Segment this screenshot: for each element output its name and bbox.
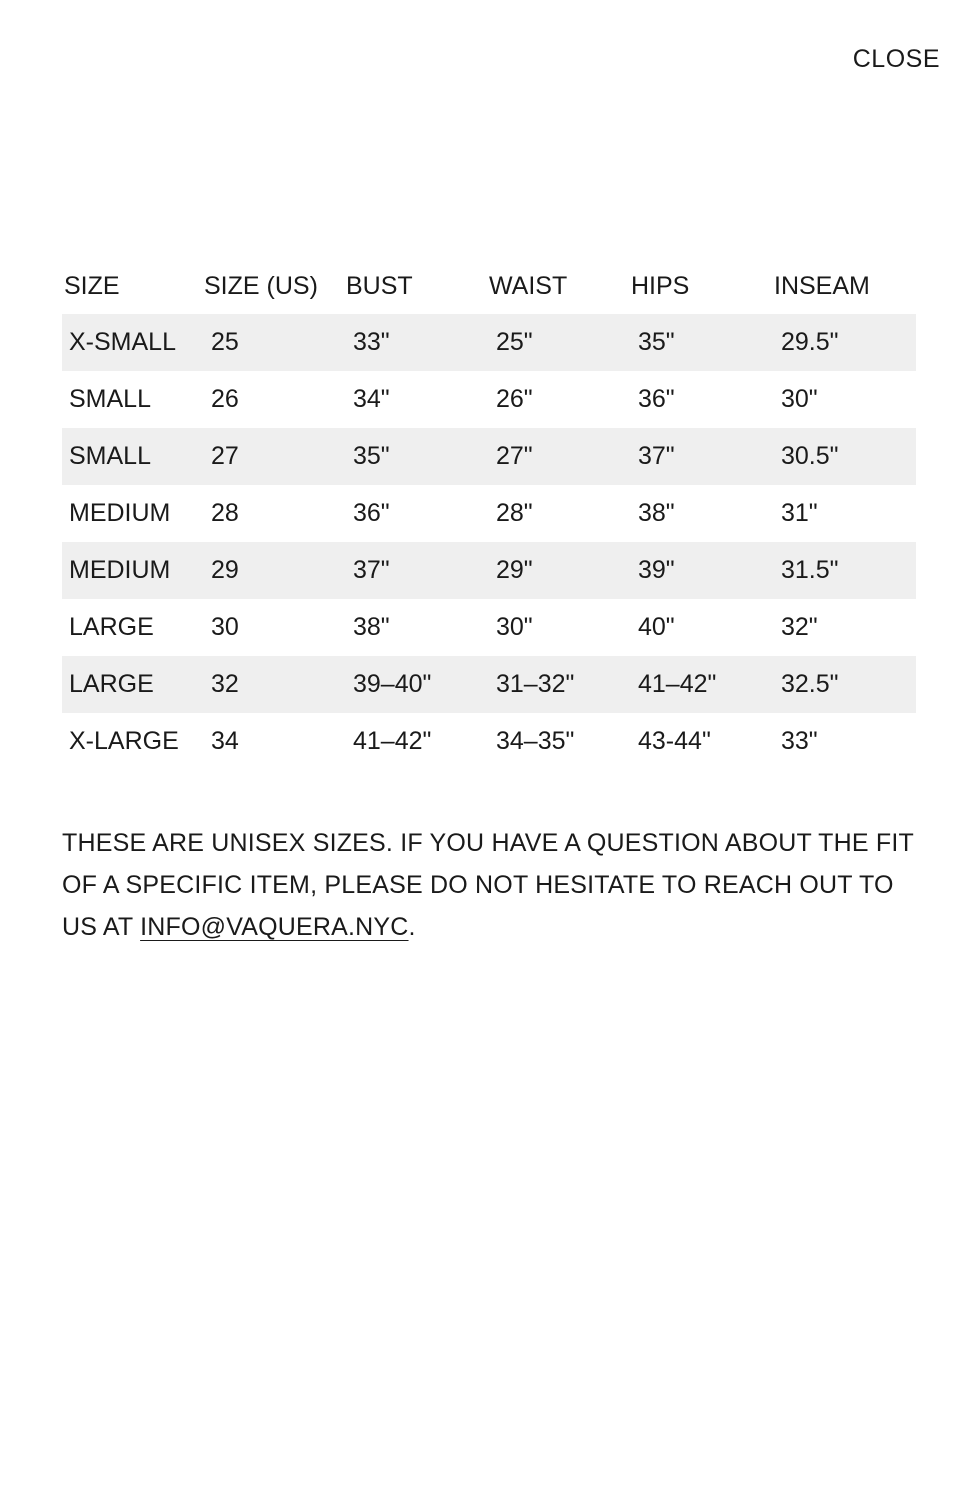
table-cell: 37" (638, 442, 675, 470)
table-row (62, 656, 916, 713)
table-cell: 32" (781, 613, 818, 641)
table-cell: 28 (211, 499, 239, 527)
table-cell: 31" (781, 499, 818, 527)
column-header-inseam: INSEAM (774, 271, 870, 300)
table-cell: 40" (638, 613, 675, 641)
column-header-size: SIZE (64, 271, 120, 300)
table-cell: 31.5" (781, 556, 839, 584)
table-row (62, 542, 916, 599)
note-suffix: . (408, 913, 416, 941)
table-cell: 27 (211, 442, 239, 470)
table-cell: 36" (353, 499, 390, 527)
table-row (62, 371, 916, 428)
table-cell: X-SMALL (69, 328, 176, 356)
table-row (62, 599, 916, 656)
table-cell: 39" (638, 556, 675, 584)
table-cell: LARGE (69, 670, 154, 698)
table-cell: 32.5" (781, 670, 839, 698)
table-cell: 38" (638, 499, 675, 527)
table-cell: 39–40" (353, 670, 432, 698)
table-cell: 29.5" (781, 328, 839, 356)
table-cell: 25 (211, 328, 239, 356)
table-cell: 31–32" (496, 670, 575, 698)
table-cell: LARGE (69, 613, 154, 641)
table-cell: 38" (353, 613, 390, 641)
table-cell: 25" (496, 328, 533, 356)
column-header-bust: BUST (346, 271, 413, 300)
contact-email-link[interactable]: INFO@VAQUERA.NYC (140, 913, 409, 941)
table-row (62, 485, 916, 542)
table-row (62, 713, 916, 770)
table-row (62, 428, 916, 485)
table-cell: 30.5" (781, 442, 839, 470)
table-cell: 34–35" (496, 727, 575, 755)
table-cell: SMALL (69, 385, 151, 413)
table-cell: 32 (211, 670, 239, 698)
table-cell: 43-44" (638, 727, 711, 755)
table-cell: 29 (211, 556, 239, 584)
table-cell: 34 (211, 727, 239, 755)
table-cell: 35" (638, 328, 675, 356)
table-cell: 27" (496, 442, 533, 470)
size-chart-table (62, 258, 916, 770)
close-button[interactable]: CLOSE (852, 45, 940, 73)
table-cell: 28" (496, 499, 533, 527)
column-header-hips: HIPS (631, 271, 690, 300)
table-cell: SMALL (69, 442, 151, 470)
note-text: THESE ARE UNISEX SIZES. IF YOU HAVE A QUESTION ABOUT THE FIT OF A SPECIFIC ITEM, PLEASE DO NOT HESITATE TO REACH OUT TO US AT (62, 829, 914, 941)
table-cell: 37" (353, 556, 390, 584)
table-cell: 30" (496, 613, 533, 641)
table-cell: 30" (781, 385, 818, 413)
table-cell: 34" (353, 385, 390, 413)
table-cell: 33" (781, 727, 818, 755)
table-cell: 41–42" (353, 727, 432, 755)
table-cell: 41–42" (638, 670, 717, 698)
table-cell: MEDIUM (69, 556, 171, 584)
table-cell: 35" (353, 442, 390, 470)
table-cell: 30 (211, 613, 239, 641)
table-cell: 29" (496, 556, 533, 584)
column-header-size-us: SIZE (US) (204, 271, 318, 300)
table-cell: 36" (638, 385, 675, 413)
table-cell: 33" (353, 328, 390, 356)
unisex-sizing-note (62, 822, 932, 948)
table-cell: 26" (496, 385, 533, 413)
table-cell: MEDIUM (69, 499, 171, 527)
table-cell: X-LARGE (69, 727, 179, 755)
table-header-row (62, 258, 916, 314)
table-cell: 26 (211, 385, 239, 413)
table-row (62, 314, 916, 371)
column-header-waist: WAIST (489, 271, 568, 300)
